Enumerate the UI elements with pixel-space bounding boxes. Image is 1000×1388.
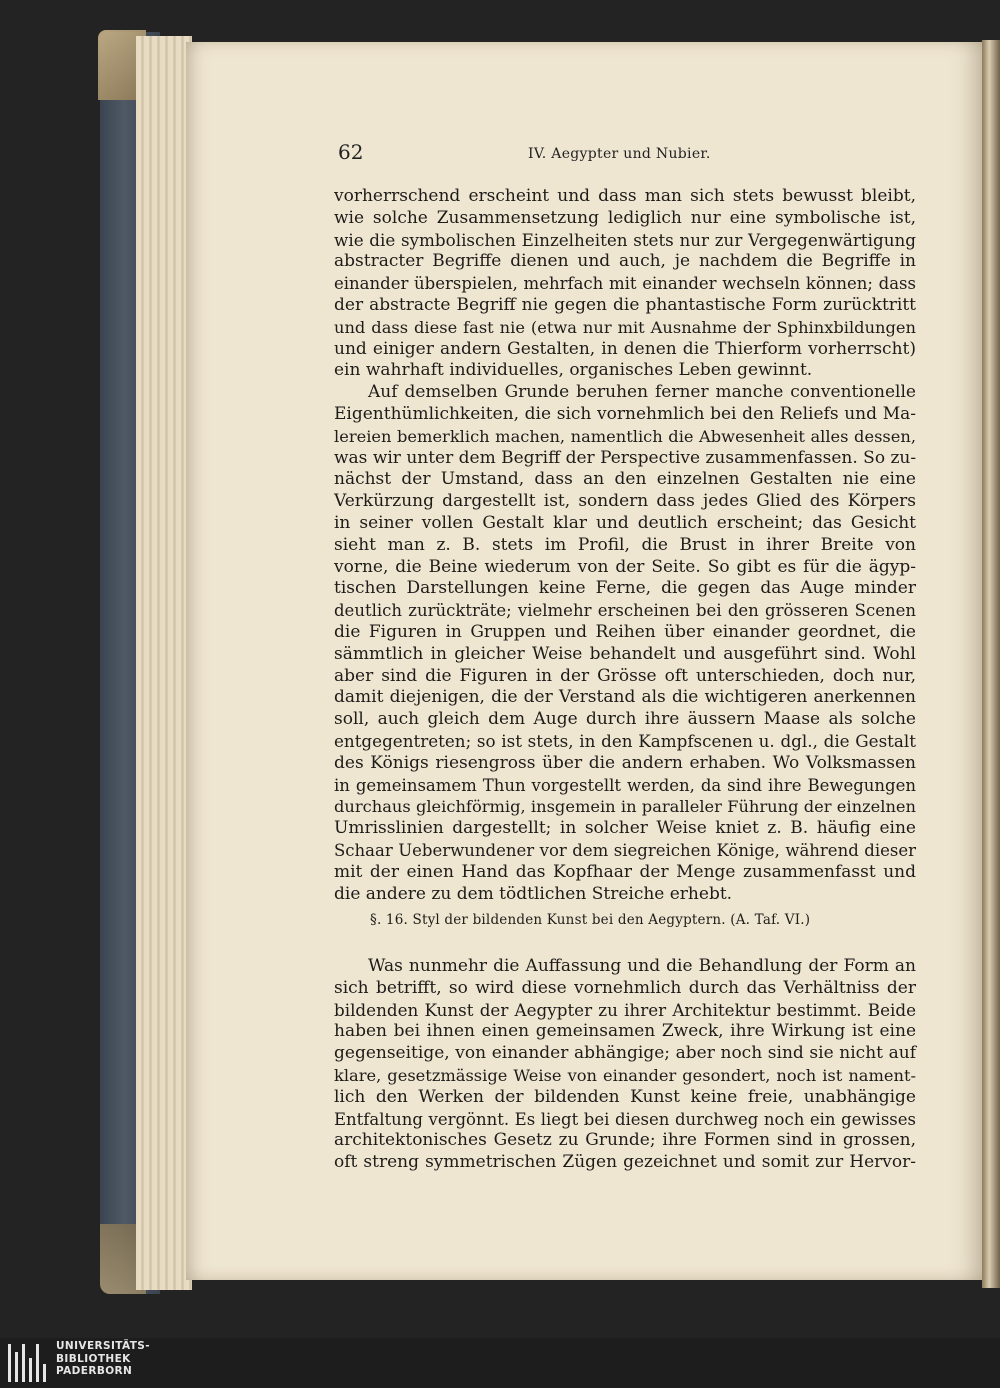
text-line: sieht man z. B. stets im Profil, die Brust in ihrer Breite von [334, 534, 916, 555]
text-line: lich den Werken der bildenden Kunst keine freie, unabhängige [334, 1086, 916, 1107]
text-line: deutlich zurückträte; vielmehr erscheinen bei den grösseren Scenen [334, 601, 916, 621]
text-line: Entfaltung vergönnt. Es liegt bei diesen durchweg noch ein gewisses [334, 1109, 916, 1129]
text-line: Umrisslinien dargestellt; in solcher Weise kniet z. B. häufig eine [334, 818, 916, 839]
logo-line-3: PADERBORN [56, 1365, 133, 1377]
text-line: tischen Darstellungen keine Ferne, die gegen das Auge minder [334, 578, 916, 599]
text-line: wie die symbolischen Einzelheiten stets nur zur Vergegenwärtigung [334, 229, 916, 250]
text-line: einander überspielen, mehrfach mit einander wechseln können; dass [334, 274, 916, 294]
text-line: klare, gesetzmässige Weise von einander gesondert, noch ist nament- [334, 1065, 916, 1085]
text-line: Auf demselben Grunde beruhen ferner manche conventionelle [368, 382, 916, 403]
text-line: ein wahrhaft individuelles, organisches Leben gewinnt. [334, 360, 813, 381]
text-line: lereien bemerklich machen, namentlich die Abwesenheit alles dessen, [334, 426, 916, 446]
text-line: abstracter Begriffe dienen und auch, je nachdem die Begriffe in [334, 251, 916, 272]
text-line: des Königs riesengross über die andern erhaben. Wo Volksmassen [334, 752, 916, 773]
running-head: IV. Aegypter und Nubier. [528, 146, 711, 162]
text-line: und einiger andern Gestalten, in denen die Thierform vorherrscht) [334, 338, 916, 359]
text-line: die andere zu dem tödtlichen Streiche erhebt. [334, 883, 733, 904]
text-line: bildenden Kunst der Aegypter zu ihrer Architektur bestimmt. Beide [334, 999, 916, 1020]
page-gutter [982, 40, 1000, 1288]
text-line: was wir unter dem Begriff der Perspective zusammenfassen. So zu- [334, 447, 917, 468]
text-line: aber sind die Figuren in der Grösse oft unterschieden, doch nur, [334, 665, 916, 686]
text-line: mit der einen Hand das Kopfhaar der Menge zusammenfasst und [334, 861, 916, 882]
text-line: in gemeinsamem Thun vorgestellt werden, da sind ihre Bewegungen [334, 775, 916, 795]
text-line: die Figuren in Gruppen und Reihen über einander geordnet, die [334, 621, 916, 642]
library-logo-icon [6, 1344, 48, 1382]
page-number: 62 [338, 140, 364, 164]
text-line: oft streng symmetrischen Zügen gezeichnet und somit zur Hervor- [334, 1152, 916, 1173]
library-logo-text [56, 1340, 150, 1378]
text-line: Verkürzung dargestellt ist, sondern dass jedes Glied des Körpers [334, 491, 916, 512]
text-line: damit diejenigen, die der Verstand als die wichtigeren anerkennen [334, 687, 916, 708]
text-line: wie solche Zusammensetzung lediglich nur eine symbolische ist, [334, 207, 916, 228]
text-line: und dass diese fast nie (etwa nur mit Ausnahme der Sphinxbildungen [334, 317, 916, 337]
text-line: vorherrschend erscheint und dass man sich stets bewusst bleibt, [334, 186, 916, 206]
text-line: nächst der Umstand, dass an den einzelnen Gestalten nie eine [334, 469, 916, 490]
page-header [338, 136, 918, 176]
text-line: sich betrifft, so wird diese vornehmlich durch das Verhältniss der [334, 977, 916, 998]
text-line: haben bei ihnen einen gemeinsamen Zweck, ihre Wirkung ist eine [334, 1021, 916, 1042]
text-line: der abstracte Begriff nie gegen die phantastische Form zurücktritt [334, 294, 916, 315]
text-line: in seiner vollen Gestalt klar und deutlich erscheint; das Gesicht [334, 512, 916, 533]
text-line: gegenseitige, von einander abhängige; aber noch sind sie nicht auf [334, 1043, 916, 1064]
text-line: vorne, die Beine wiederum von der Seite. So gibt es für die ägyp- [334, 556, 916, 577]
page-edges [136, 36, 192, 1290]
text-line: entgegentreten; so ist stets, in den Kampfscenen u. dgl., die Gestalt [334, 730, 916, 751]
section-heading: §. 16. Styl der bildenden Kunst bei den Aegyptern. (A. Taf. VI.) [370, 912, 811, 928]
text-line: soll, auch gleich dem Auge durch ihre äussern Maase als solche [334, 709, 916, 730]
text-line: architektonisches Gesetz zu Grunde; ihre Formen sind in grossen, [334, 1130, 916, 1151]
logo-line-1: UNIVERSITÄTS- [56, 1340, 151, 1352]
logo-line-2: BIBLIOTHEK [56, 1352, 131, 1365]
text-line: Eigenthümlichkeiten, die sich vornehmlich bei den Reliefs und Ma- [334, 403, 916, 424]
library-footer [0, 1338, 1000, 1388]
body-text-1 [334, 186, 916, 905]
body-text-2 [334, 956, 916, 1174]
text-line: durchaus gleichförmig, insgemein in paralleler Führung der einzelnen [334, 797, 916, 817]
text-line: Schaar Ueberwundener vor dem siegreichen Könige, während dieser [334, 840, 916, 860]
text-line: Was nunmehr die Auffassung und die Behandlung der Form an [368, 956, 916, 976]
text-line: sämmtlich in gleicher Weise behandelt und ausgeführt sind. Wohl [334, 643, 916, 664]
